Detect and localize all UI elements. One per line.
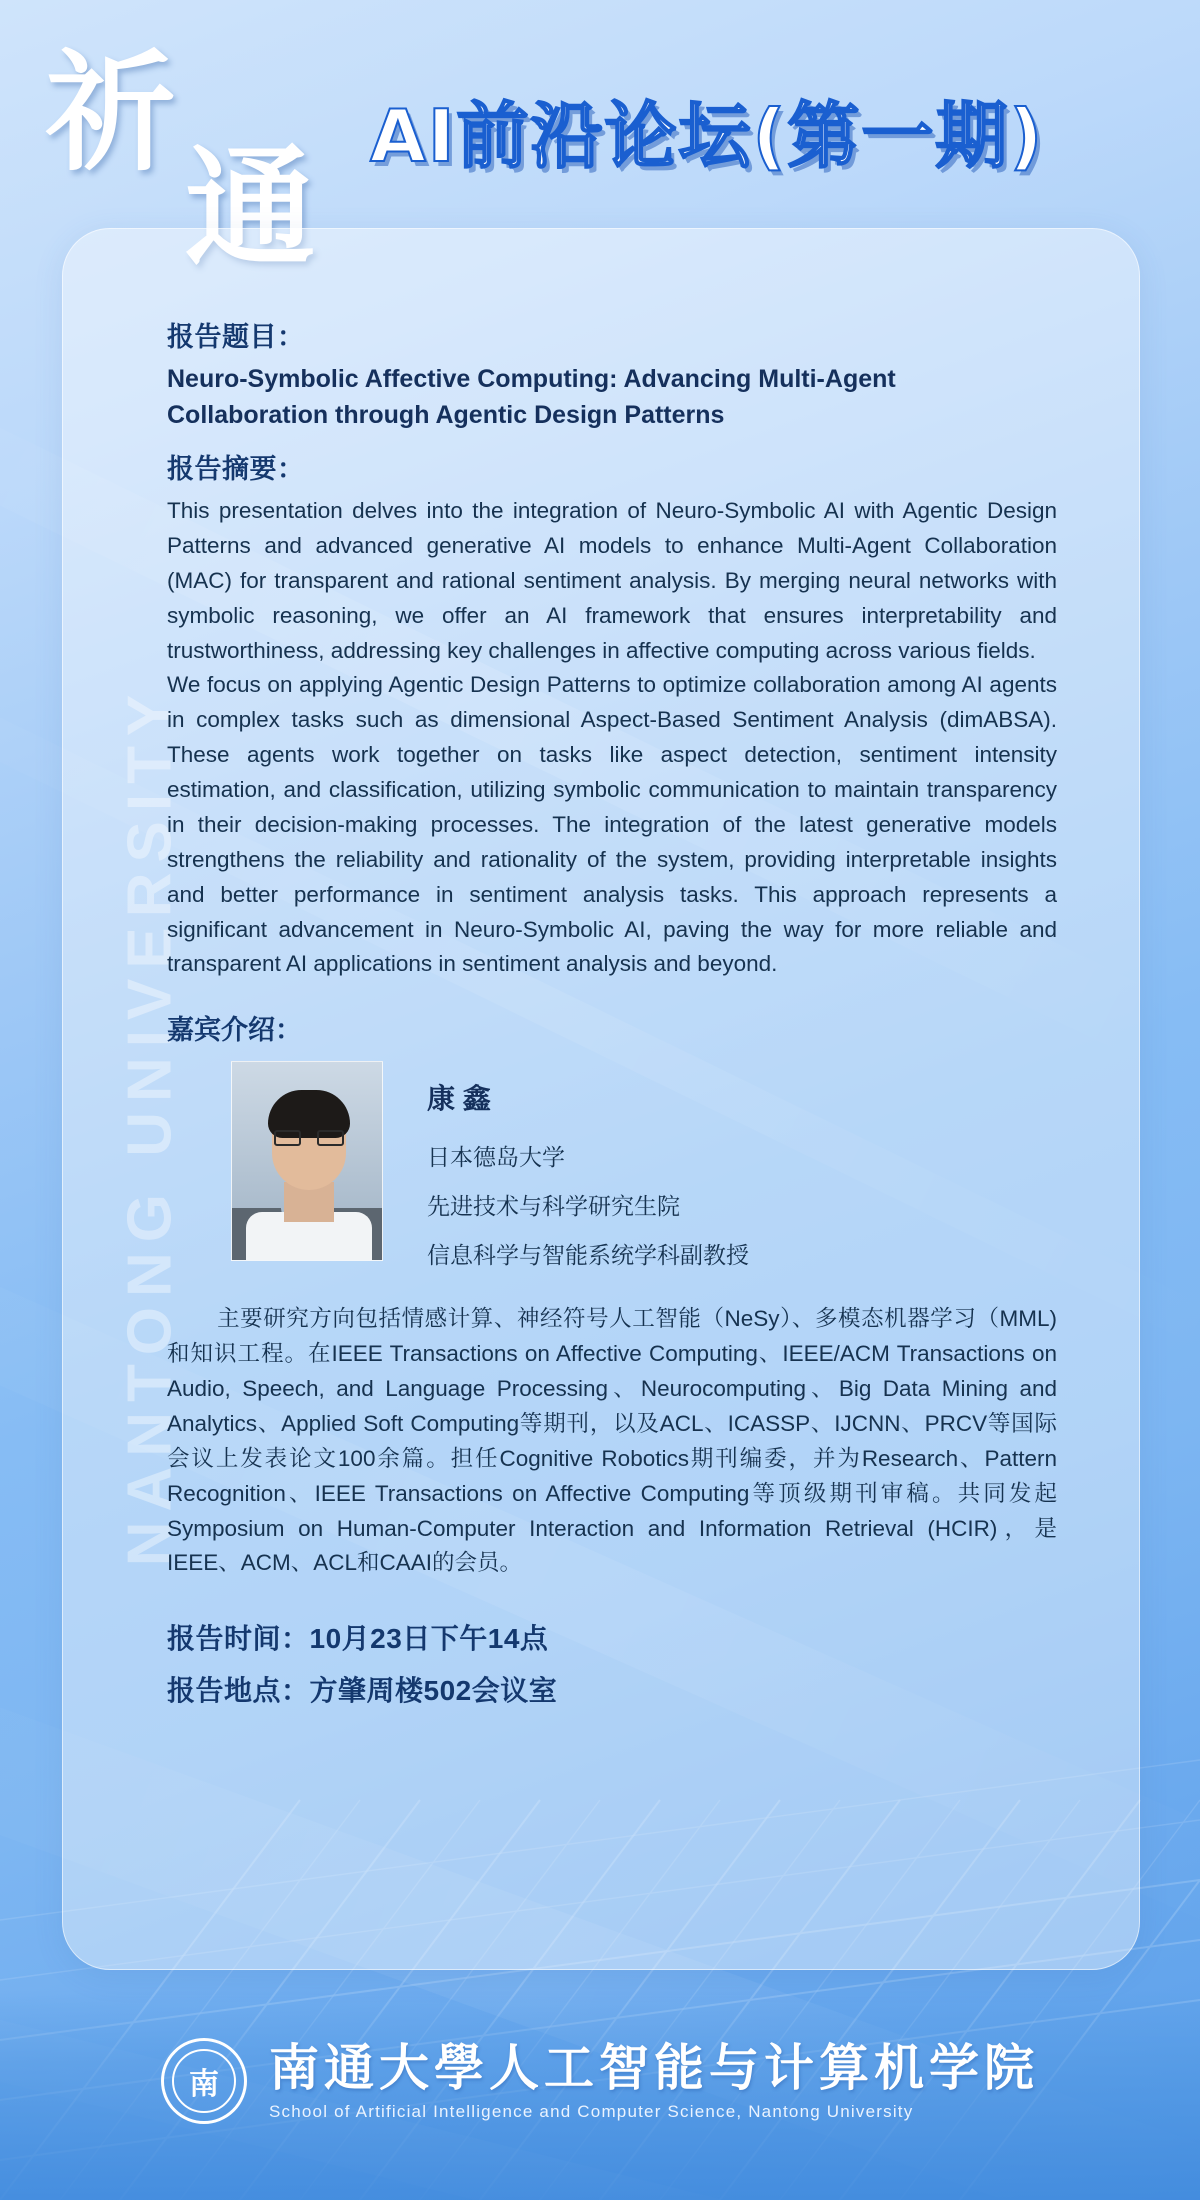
- guest-affiliation-2: 先进技术与科学研究生院: [427, 1193, 680, 1220]
- guest-photo: [231, 1061, 383, 1261]
- abstract-paragraph-2: We focus on applying Agentic Design Patterns to optimize collaboration among AI agents in complex tasks such as dimensional Aspect-Based Sentiment Analysis (dimABSA). These agents work together on tasks like aspect detection, sentiment intensity estimation, and classification, utilizing symbolic communication to maintain transparency in their decision-making processes. The integration of the latest generative models strengthens the reliability and rationality of the system, providing interpretable insights and better performance in sentiment analysis tasks. This approach represents a significant advancement in Neuro-Symbolic AI, paving the way for more reliable and transparent AI applications in sentiment analysis and beyond.: [167, 672, 1057, 977]
- talk-title: Neuro-Symbolic Affective Computing: Advancing Multi-Agent Collaboration through Agentic Design Patterns: [167, 365, 896, 429]
- guest-info: [427, 1061, 749, 1286]
- guest-bio: [167, 1302, 1057, 1581]
- footer-inner: [0, 2038, 1200, 2124]
- guest-section-label: 嘉宾介绍：: [167, 1015, 302, 1046]
- content-card-inner: [167, 315, 1057, 1721]
- abstract-label: 报告摘要：: [167, 454, 305, 484]
- guest-row: [167, 1061, 1057, 1286]
- organization-name-en: School of Artificial Intelligence and Computer Science, Nantong University: [269, 2102, 914, 2121]
- brand-char-1: 祈: [45, 37, 176, 189]
- photo-glasses: [274, 1130, 344, 1146]
- university-seal-icon: [161, 2038, 247, 2124]
- page-title: AI前沿论坛(第一期): [370, 94, 1045, 178]
- forum-brand-logo: [45, 37, 345, 284]
- guest-affiliation-3: 信息科学与智能系统学科副教授: [427, 1242, 749, 1269]
- poster-footer: [0, 1990, 1200, 2200]
- content-card: [62, 228, 1140, 1970]
- organization-name-cn: 南通大學人工智能与计算机学院: [269, 2039, 1039, 2097]
- bio-text: 主要研究方向包括情感计算、神经符号人工智能（NeSy）、多模态机器学习（MML)和知识工程。在IEEE Transactions on Affective Computing、IEEE/ACM Transactions on Audio, Speech, and Language Processing、Neurocomputing、Big Data Mining and Analytics、Applied Soft Computing等期刊，以及ACL、ICASSP、IJCNN、PRCV等国际会议上发表论文100余篇。担任Cognitive Robotics期刊编委，并为Research、Pattern Recognition、IEEE Transactions on Affective Computing等顶级期刊审稿。共同发起Symposium on Human-Computer Interaction and Information Retrieval (HCIR)，是IEEE、ACM、ACL和CAAI的会员。: [167, 1306, 1057, 1576]
- event-time: 报告时间：10月23日下午14点: [167, 1623, 549, 1655]
- event-meta: [167, 1617, 1057, 1709]
- event-location: 报告地点：方肇周楼502会议室: [167, 1675, 558, 1707]
- brand-char-2: 通: [185, 132, 316, 284]
- abstract-paragraph-1: This presentation delves into the integration of Neuro-Symbolic AI with Agentic Design Patterns and advanced generative AI models to enhance Multi-Agent Collaboration (MAC) for transparent and rational sentiment analysis. By merging neural networks with symbolic reasoning, we offer an AI framework that ensures interpretability and trustworthiness, addressing key challenges in affective computing across various fields.: [167, 498, 1057, 663]
- guest-affiliation-1: 日本德岛大学: [427, 1144, 565, 1171]
- vertical-watermark: NANTONG UNIVERSITY: [115, 684, 185, 1567]
- guest-name: 康 鑫: [427, 1083, 491, 1115]
- footer-text: [269, 2040, 1039, 2122]
- seal-mark: 南: [189, 2067, 219, 2102]
- abstract-body: [167, 494, 1057, 982]
- talk-title-label: 报告题目：: [167, 322, 305, 352]
- poster-header: [0, 0, 1200, 284]
